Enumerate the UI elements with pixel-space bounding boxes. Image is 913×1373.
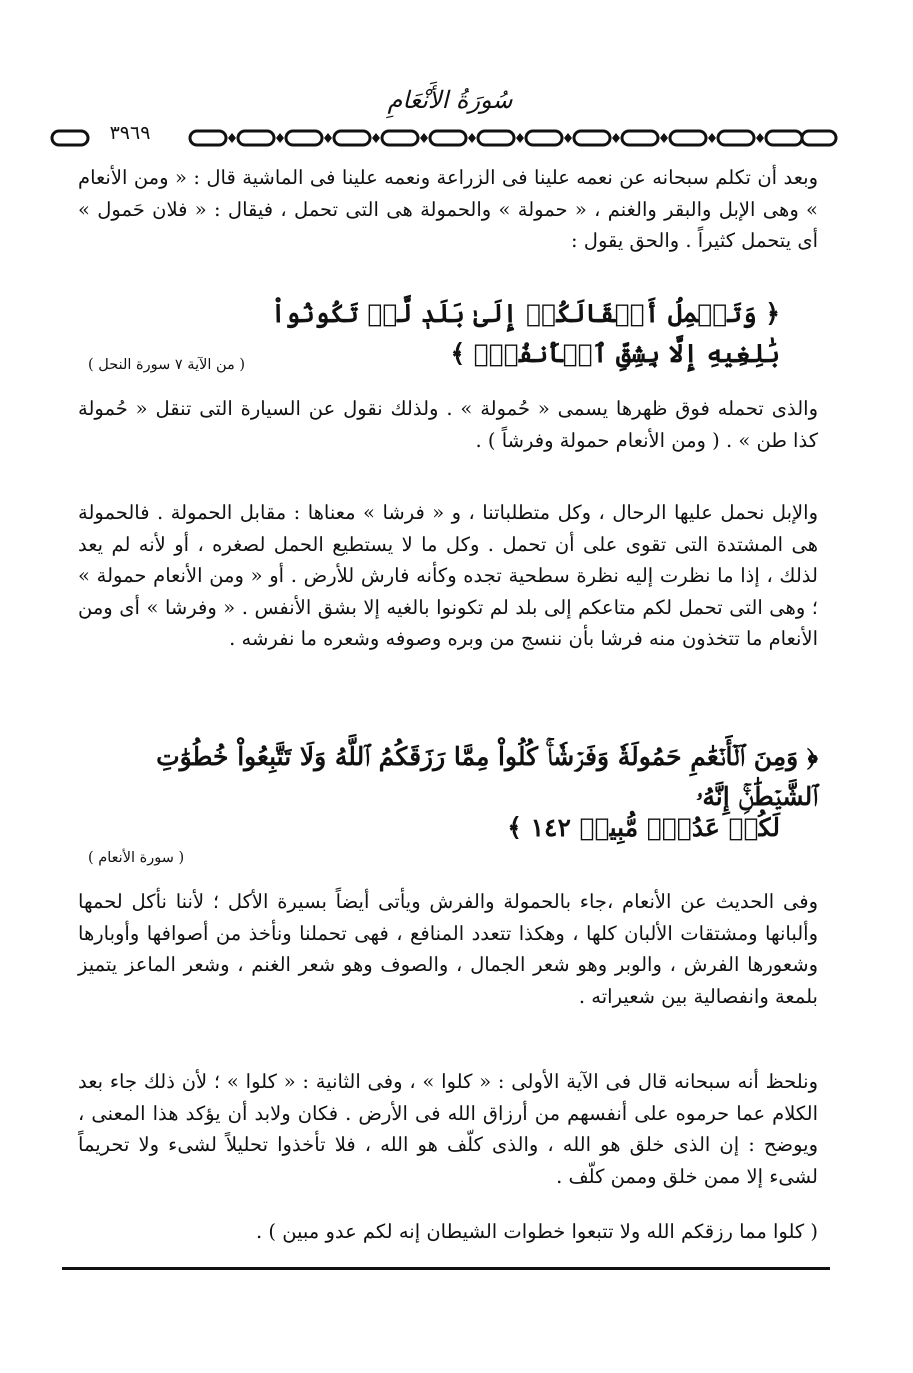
page-number: ٣٩٦٩ [90, 122, 170, 144]
verse-1: ﴿ وَتَحۡمِلُ أَثۡقَالَكُمۡ إِلَىٰ بَلَدٖ لَّمۡ تَكُونُواْ بَٰلِغِيهِ إِلَّا بِشِقِّ ٱلۡأَنفُسِۚ ﴾ [270, 299, 780, 368]
paragraph-6: ( كلوا مما رزقكم الله ولا تتبعوا خطوات الشيطان إنه لكم عدو مبين ) . [255, 1220, 818, 1243]
paragraph-2: والذى تحمله فوق ظهرها يسمى « حُمولة » . ولذلك نقول عن السيارة التى تنقل « حُمولة كذا طن » . ( ومن الأنعام حمولة وفرشاً ) . [78, 397, 818, 452]
verse-2-line-2: لَكُمۡ عَدُوّٞ مُّبِينٞ ١٤٢ ﴾ [507, 813, 780, 842]
paragraph-5: ونلحظ أنه سبحانه قال فى الآية الأولى : « كلوا » ، وفى الثانية : « كلوا » ؛ لأن ذلك جاء بعد الكلام عما حرموه على أنفسهم من أرزاق الله فى الأرض . فكان ولابد أن يؤكد هذا المعنى ، ويوضح : إن الذى خلق هو الله ، والذى كلّف هو الله ، فلا تأخذوا تحليلاً لشىء ولا تحريماً لشىء إلا ممن خلق وممن كلّف . [78, 1070, 818, 1188]
verse-2-line-1: ﴿ وَمِنَ ٱلۡأَنۡعَٰمِ حَمُولَةٗ وَفَرۡشٗاۚ كُلُواْ مِمَّا رَزَقَكُمُ ٱللَّهُ وَلَا تَتَّبِعُواْ خُطُوَٰتِ ٱلشَّيۡطَٰنِۚ إِنَّهُۥ [156, 742, 818, 811]
paragraph-4: وفى الحديث عن الأنعام ،جاء بالحمولة والفرش ويأتى أيضاً بسيرة الأكل ؛ لأننا نأكل لحمها وألبانها ومشتقات الألبان كلها ، وهكذا تتعدد المنافع ، فهى تحملنا ونأخذ من أصوافها وأوبارها وشعورها الفرش ، والوبر وهو شعر الجمال ، والصوف وهو شعر الغنم ، وشعر الماعز يتميز بلمعة وانفصالية بين شعيراته . [78, 890, 818, 1008]
bottom-rule [62, 1267, 830, 1270]
verse-2-reference: ( سورة الأنعام ) [88, 850, 185, 866]
verse-1-reference: ( من الآية ٧ سورة النحل ) [88, 357, 246, 373]
paragraph-3: والإبل نحمل عليها الرحال ، وكل متطلباتنا ، و « فرشا » معناها : مقابل الحمولة . فالحمولة هى المشتدة التى تقوى على أن تحمل . وكل ما لا يستطيع الحمل لصغره ، أو لأنه لم يعد لذلك ، إذا ما نظرت إليه نظرة سطحية تجده وكأنه فارش للأرض . أو « ومن الأنعام حمولة » ؛ وهى التى تحمل لكم متاعكم إلى بلد لم تكونوا بالغيه إلا بشق الأنفس . « وفرشا » أى ومن الأنعام ما تتخذون منه فرشا بأن ننسج من وبره وصوفه وشعره ما نفرشه . [78, 501, 818, 650]
paragraph-1: وبعد أن تكلم سبحانه عن نعمه علينا فى الزراعة ونعمه علينا فى الماشية قال : « ومن الأنعام » وهى الإبل والبقر والغنم ، « حمولة » والحمولة هى التى تحمل ، فيقال : « فلان حَمول » أى يتحمل كثيراً . والحق يقول : [78, 166, 818, 252]
surah-title: سُورَةُ الأَنْعَامِ [387, 86, 513, 114]
